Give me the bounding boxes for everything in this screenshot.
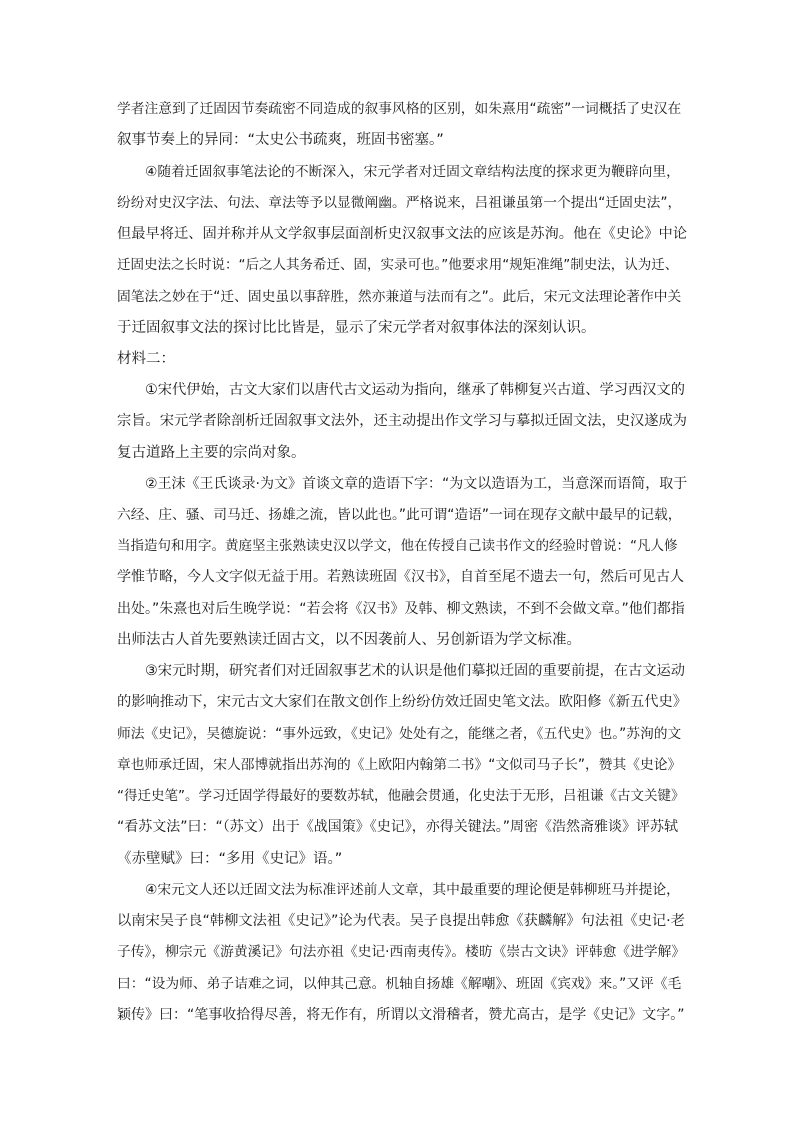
- text-line: 叙事节奏上的异同：“太史公书疏爽，班固书密塞。”: [117, 132, 444, 148]
- text-line: 曰：“设为师、弟子诘难之词，以伸其己意。机轴自扬雄《解嘲》、班固《宾戏》来。”又评《毛: [117, 976, 682, 992]
- text-line: 学者注意到了迁固因节奏疏密不同造成的叙事风格的区别，如朱熹用“疏密”一词概括了史汉在: [117, 101, 682, 117]
- text-line: 出处。”朱熹也对后生晚学说：“若会将《汉书》及韩、柳文熟读，不到不会做文章。”他们都指: [117, 601, 685, 617]
- text-line: 师法《史记》，吴德旋说：“事外远致，《史记》处处有之，能继之者，《五代史》也。”苏洵的文: [117, 726, 682, 742]
- paragraph-1-start: ①宋代伊始，古文大家们以唐代古文运动为指向，继承了韩柳复兴古道、学习西汉文的: [145, 382, 686, 398]
- text-line: 以南宋吴子良“韩柳文法祖《史记》”论为代表。吴子良提出韩愈《获麟解》句法祖《史记·老: [117, 913, 685, 929]
- paragraph-4-start: ④随着迁固叙事笔法论的不断深入，宋元学者对迁固文章结构法度的探求更为鞭辟向里，: [145, 164, 680, 180]
- text-line: 于迁固叙事文法的探讨比比皆是，显示了宋元学者对叙事体法的深刻认识。: [117, 320, 596, 336]
- paragraph-4b-start: ④宋元文人还以迁固文法为标准评述前人文章，其中最重要的理论便是韩柳班马并提论，: [145, 882, 680, 898]
- paragraph-3-start: ③宋元时期，研究者们对迁固叙事艺术的认识是他们摹拟迁固的重要前提，在古文运动: [145, 663, 686, 679]
- text-line: 复古道路上主要的宗尚对象。: [117, 445, 306, 461]
- text-line: 出师法古人首先要熟读迁固古文，以不因袭前人、另创新语为学文标准。: [117, 632, 581, 648]
- text-line: 学惟节略，今人文字似无益于用。若熟读班固《汉书》，自首至尾不遗去一句，然后可见古人: [117, 569, 684, 585]
- text-line: 《赤壁赋》曰：“多用《史记》语。”: [117, 851, 343, 867]
- text-line: 纷纷对史汉字法、句法、章法等予以显微阐幽。严格说来，吕祖谦虽第一个提出“迁固史法”，: [117, 195, 682, 211]
- text-line: 六经、庄、骚、司马迁、扬雄之流，皆以此也。”此可谓“造语”一词在现存文献中最早的记载，: [117, 507, 682, 523]
- text-line: 迁固史法之长时说：“后之人其务希迁、固，实录可也。”他要求用“规矩准绳”制史法，认为迁、: [117, 257, 679, 273]
- text-line: “看苏文法”曰：“（苏文）出于《战国策》《史记》，亦得关键法。”周密《浩然斋雅谈》评苏轼: [117, 819, 679, 835]
- text-line: “得迁史笔”。学习迁固学得最好的要数苏轼，他融会贯通，化史法于无形，吕祖谦《古文关键》: [117, 788, 685, 804]
- text-line: 当指造句和用字。黄庭坚主张熟读史汉以学文，他在传授自己读书作文的经验时曾说：“凡人修: [117, 538, 678, 554]
- text-line: 颖传》曰：“笔事收拾得尽善，将无作有，所谓以文滑稽者，赞尤高古，是学《史记》文字。”: [117, 1007, 685, 1023]
- text-line: 但最早将迁、固并称并从文学叙事层面剖析史汉叙事文法的应该是苏洵。他在《史论》中论: [117, 226, 688, 242]
- paragraph-2-start: ②王沬《王氏谈录·为文》首谈文章的造语下字：“为文以造语为工，当意深而语简，取于: [145, 476, 688, 492]
- text-line: 章也师承迁固，宋人邵博就指出苏洵的《上欧阳内翰第二书》“文似司马子长”，赞其《史论》: [117, 757, 682, 773]
- text-line: 固笔法之妙在于“迁、固史虽以事辞胜，然亦兼道与法而有之”。此后，宋元文法理论著作中关: [117, 289, 682, 305]
- text-line: 的影响推动下，宋元古文大家们在散文创作上纷纷仿效迁固史笔文法。欧阳修《新五代史》: [117, 694, 688, 710]
- text-line: 宗旨。宋元学者除剖析迁固叙事文法外，还主动提出作文学习与摹拟迁固文法，史汉遂成为: [117, 413, 688, 429]
- section-heading-material-2: 材料二：: [117, 351, 175, 367]
- text-line: 子传》，柳宗元《游黄溪记》句法亦祖《史记·西南夷传》。楼昉《崇古文诀》评韩愈《进学解》: [117, 944, 686, 960]
